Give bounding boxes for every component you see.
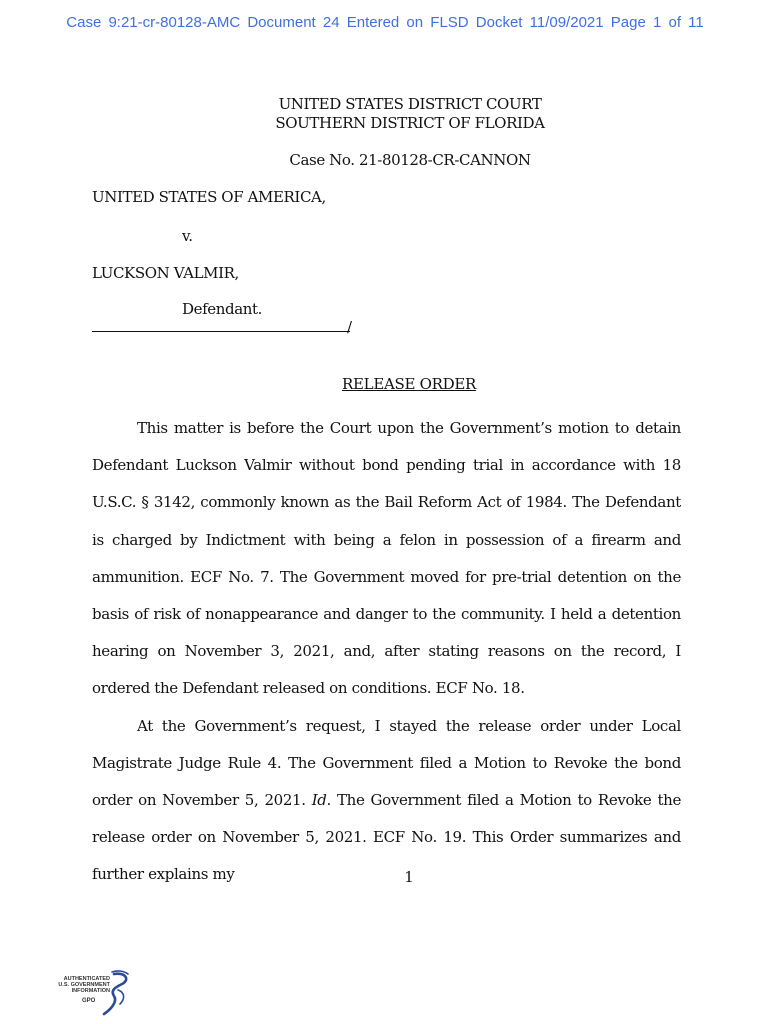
gpo-authentication-logo [42, 970, 132, 1016]
court-name-line2: SOUTHERN DISTRICT OF FLORIDA [275, 114, 545, 132]
document-body [92, 410, 681, 894]
court-name-line1: UNITED STATES DISTRICT COURT [278, 95, 542, 113]
caption-divider-line [92, 331, 350, 332]
plaintiff-name: UNITED STATES OF AMERICA, [92, 188, 326, 206]
paragraph-2-text-b: . The Government filed a Motion to Revoke the release order on November 5, 2021. ECF No. 19. This Order summarizes and further explains my [92, 791, 681, 884]
paragraph-2-text-a: At the Government’s request, I stayed the release order under Local Magistrate Judge Rule 4. The Government filed a Motion to Revoke the bond order on November 5, 2021. [92, 716, 681, 810]
defendant-name: LUCKSON VALMIR, [92, 264, 239, 282]
defendant-label: Defendant. [182, 300, 262, 318]
citation-id: Id [311, 791, 327, 810]
document-title: RELEASE ORDER [342, 375, 476, 393]
versus-label: v. [182, 227, 193, 245]
page-number: 1 [404, 868, 414, 886]
caption-divider-slash: / [347, 318, 353, 336]
case-number: Case No. 21-80128-CR-CANNON [289, 151, 531, 169]
eagle-swoosh-icon [100, 970, 132, 1016]
paragraph-1: This matter is before the Court upon the Government’s motion to detain Defendant Luckson Valmir without bond pending trial in accordance with 18 U.S.C. § 3142, commonly known as the Bail Reform Act of 1984. The Defendant is charged by Indictment with being a felon in possession of a firearm and ammunition. ECF No. 7. The Government moved for pre-trial detention on the basis of risk of nonappearance and danger to the community. I held a detention hearing on November 3, 2021, and, after stating reasons on the record, I ordered the Defendant released on conditions. ECF No. 18. [92, 419, 681, 698]
gpo-logo-text: AUTHENTICATED U.S. GOVERNMENT INFORMATION [58, 976, 110, 995]
docket-header-stamp: Case 9:21-cr-80128-AMC Document 24 Entered on FLSD Docket 11/09/2021 Page 1 of 11 [66, 14, 704, 31]
paragraph-2 [92, 708, 681, 894]
gpo-logo-sub: GPO [82, 998, 96, 1004]
